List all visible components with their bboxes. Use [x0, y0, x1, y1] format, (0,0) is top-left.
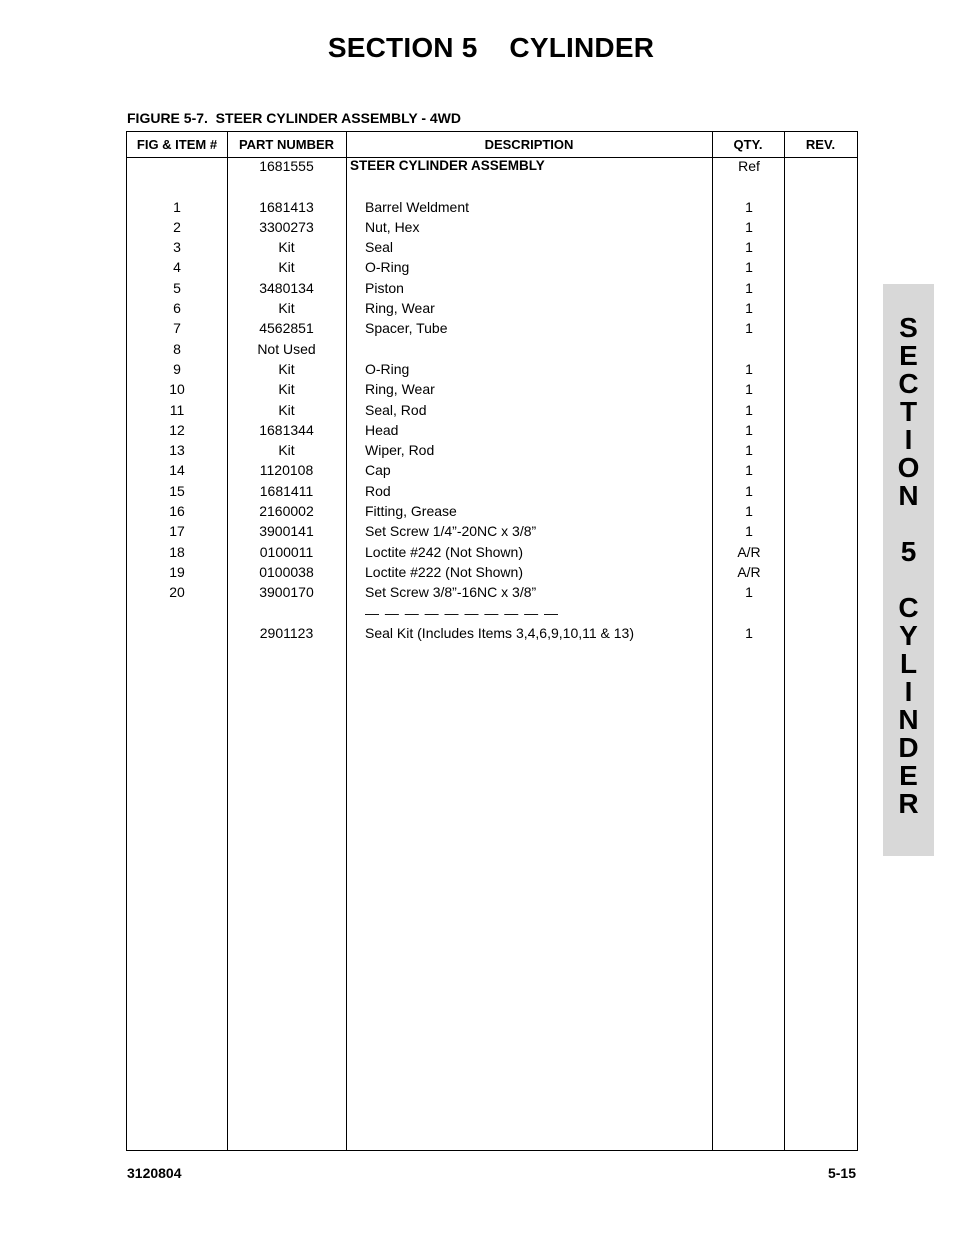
cell-description: STEER CYLINDER ASSEMBLY: [350, 158, 545, 173]
side-tab-letter: E: [899, 760, 918, 791]
cell-part-number: Kit: [278, 401, 295, 418]
side-tab-letter: N: [898, 704, 919, 735]
cell-part-number: 1120108: [259, 462, 314, 479]
cell-part-number: 1681555: [259, 158, 314, 174]
cell-description: Set Screw 1/4”-20NC x 3/8”: [365, 523, 537, 540]
table-row: [127, 237, 857, 257]
side-tab-letter: R: [898, 788, 919, 819]
table-row: [127, 582, 857, 602]
cell-quantity: 1: [745, 279, 753, 296]
cell-item-number: 7: [173, 320, 181, 337]
cell-description: O-Ring: [365, 360, 410, 377]
cell-part-number: Kit: [278, 239, 295, 256]
header-fig-item: FIG & ITEM #: [136, 137, 218, 152]
cell-description: Loctite #242 (Not Shown): [365, 543, 523, 560]
cell-item-number: 3: [173, 239, 181, 256]
side-tab-letter: C: [898, 368, 919, 399]
header-rev: REV.: [805, 137, 836, 152]
cell-description: Seal, Rod: [365, 401, 427, 418]
cell-part-number: Kit: [278, 442, 295, 459]
side-tab-letter: N: [898, 480, 919, 511]
cell-item-number: 11: [169, 401, 185, 418]
cell-part-number: Not Used: [257, 340, 316, 357]
side-tab-letter: I: [904, 676, 913, 707]
cell-description: Cap: [365, 462, 391, 479]
cell-description: Wiper, Rod: [365, 442, 435, 459]
cell-part-number: 1681344: [259, 421, 314, 438]
cell-part-number: 4562851: [259, 320, 314, 337]
cell-item-number: 19: [169, 563, 185, 580]
cell-quantity: 1: [745, 320, 753, 337]
cell-part-number: 3900170: [259, 584, 314, 601]
header-description: DESCRIPTION: [484, 137, 574, 152]
cell-item-number: 2: [173, 218, 181, 235]
cell-description: Head: [365, 421, 399, 438]
cell-description: O-Ring: [365, 259, 410, 276]
cell-description: Ring, Wear: [365, 381, 435, 398]
cell-part-number: 2901123: [259, 624, 314, 641]
cell-description: Piston: [365, 279, 404, 296]
table-row: [127, 521, 857, 541]
section-side-tab: [883, 284, 934, 856]
side-tab-letter: E: [899, 340, 918, 371]
cell-quantity: 1: [745, 360, 753, 377]
doc-number: 3120804: [127, 1165, 182, 1181]
side-tab-letter: O: [897, 452, 920, 483]
cell-description: Barrel Weldment: [365, 198, 470, 215]
cell-description: Seal Kit (Includes Items 3,4,6,9,10,11 & 13): [365, 624, 635, 641]
cell-item-number: 12: [169, 421, 185, 438]
cell-quantity: 1: [745, 300, 753, 317]
cell-item-number: 6: [173, 300, 181, 317]
cell-part-number: 0100038: [259, 563, 314, 580]
cell-part-number: 2160002: [259, 503, 314, 520]
cell-description: Loctite #222 (Not Shown): [365, 563, 523, 580]
header-part-number: PART NUMBER: [238, 137, 335, 152]
side-tab-letter: 5: [900, 536, 917, 567]
side-tab-letter: T: [899, 396, 918, 427]
cell-item-number: 20: [169, 584, 185, 601]
cell-quantity: 1: [745, 198, 753, 215]
cell-item-number: 13: [169, 442, 185, 459]
cell-description: — — — — — — — — — —: [365, 604, 560, 621]
table-row: [127, 501, 857, 521]
cell-quantity: 1: [745, 239, 753, 256]
table-row: [127, 217, 857, 237]
side-tab-letter: C: [898, 592, 919, 623]
side-tab-letter: I: [904, 424, 913, 455]
cell-quantity: 1: [745, 442, 753, 459]
figure-title: FIGURE 5-7. STEER CYLINDER ASSEMBLY - 4WD: [127, 110, 461, 126]
cell-item-number: 1: [173, 198, 181, 215]
table-row: [127, 542, 857, 562]
cell-part-number: Kit: [278, 381, 295, 398]
cell-item-number: 8: [173, 340, 181, 357]
page-number: 5-15: [827, 1165, 856, 1181]
table-row: [127, 197, 857, 217]
table-row: [127, 420, 857, 440]
cell-item-number: 4: [173, 259, 181, 276]
cell-item-number: 15: [169, 482, 185, 499]
header-qty: QTY.: [733, 137, 763, 152]
side-tab-letter: L: [899, 648, 918, 679]
cell-quantity: 1: [745, 523, 753, 540]
side-tab-letter: Y: [899, 620, 918, 651]
parts-table: [126, 131, 858, 1151]
cell-part-number: Kit: [278, 360, 295, 377]
table-row: [127, 156, 857, 176]
side-tab-label: [883, 314, 934, 818]
table-row: [127, 623, 857, 643]
cell-part-number: Kit: [278, 259, 295, 276]
table-row: [127, 460, 857, 480]
table-row: [127, 278, 857, 298]
cell-quantity: 1: [745, 503, 753, 520]
cell-description: Spacer, Tube: [365, 320, 448, 337]
cell-quantity: 1: [745, 259, 753, 276]
table-row: [127, 603, 857, 623]
cell-part-number: 3300273: [259, 218, 314, 235]
cell-part-number: 1681413: [259, 198, 314, 215]
cell-part-number: 3480134: [259, 279, 314, 296]
cell-item-number: 18: [169, 543, 185, 560]
cell-item-number: 17: [169, 523, 185, 540]
cell-description: Rod: [365, 482, 391, 499]
side-tab-letter: [883, 510, 934, 538]
table-row: [127, 481, 857, 501]
cell-description: Nut, Hex: [365, 218, 420, 235]
table-row: [127, 257, 857, 277]
cell-quantity: 1: [745, 218, 753, 235]
table-row: [127, 562, 857, 582]
cell-quantity: 1: [745, 401, 753, 418]
cell-description: Seal: [365, 239, 394, 256]
cell-quantity: 1: [745, 381, 753, 398]
cell-part-number: Kit: [278, 300, 295, 317]
cell-part-number: 3900141: [259, 523, 314, 540]
side-tab-letter: [883, 566, 934, 594]
cell-quantity: 1: [745, 624, 753, 641]
table-row: [127, 379, 857, 399]
cell-description: Fitting, Grease: [365, 503, 457, 520]
cell-item-number: 14: [169, 462, 185, 479]
cell-part-number: 0100011: [259, 543, 314, 560]
cell-item-number: 10: [169, 381, 185, 398]
cell-quantity: Ref: [738, 158, 760, 174]
table-row: [127, 400, 857, 420]
table-row: [127, 359, 857, 379]
cell-description: Set Screw 3/8”-16NC x 3/8”: [365, 584, 537, 601]
cell-item-number: 16: [169, 503, 185, 520]
table-row: [127, 298, 857, 318]
cell-item-number: 5: [173, 279, 181, 296]
cell-quantity: 1: [745, 584, 753, 601]
table-row: [127, 339, 857, 359]
cell-quantity: A/R: [737, 563, 761, 580]
table-body: [127, 156, 857, 643]
side-tab-letter: S: [899, 312, 918, 343]
page-title: SECTION 5 CYLINDER: [327, 32, 655, 63]
cell-item-number: 9: [173, 360, 181, 377]
cell-quantity: A/R: [737, 543, 761, 560]
cell-description: Ring, Wear: [365, 300, 435, 317]
table-row: [127, 318, 857, 338]
cell-quantity: 1: [745, 421, 753, 438]
cell-part-number: 1681411: [259, 482, 314, 499]
cell-quantity: 1: [745, 462, 753, 479]
cell-quantity: 1: [745, 482, 753, 499]
table-row: [127, 440, 857, 460]
side-tab-letter: D: [898, 732, 919, 763]
